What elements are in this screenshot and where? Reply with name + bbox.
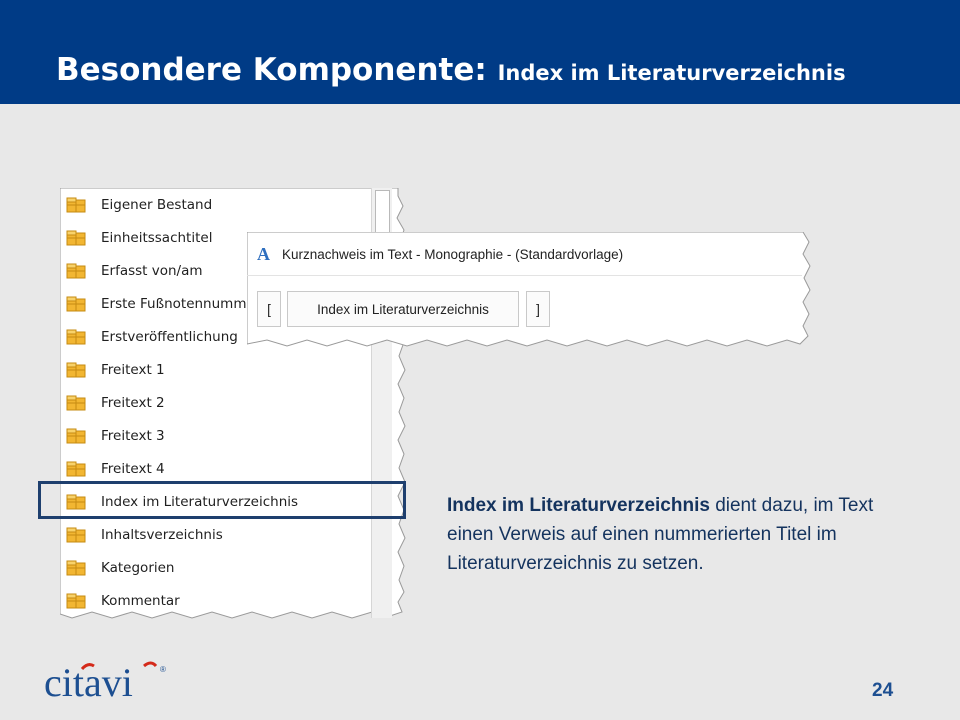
field-list-item[interactable] xyxy=(60,419,370,452)
close-bracket-token[interactable]: ] xyxy=(526,291,550,327)
field-list-item-label: Index im Literaturverzeichnis xyxy=(101,493,299,510)
logo-accent-2 xyxy=(144,663,156,666)
field-list-item-label: Einheitssachtitel xyxy=(101,229,213,246)
slide-header xyxy=(0,0,960,104)
field-group-icon xyxy=(66,395,86,411)
format-header xyxy=(257,241,623,267)
field-group-icon xyxy=(66,197,86,213)
field-list-item-label: Erste Fußnotennumm xyxy=(101,295,247,312)
open-bracket-token[interactable]: [ xyxy=(257,291,281,327)
field-list-item-label: Kommentar xyxy=(101,592,180,609)
citavi-logo xyxy=(44,660,174,708)
format-divider xyxy=(247,275,802,276)
field-group-icon xyxy=(66,527,86,543)
letter-a-icon: A xyxy=(257,243,270,264)
field-list-item-label: Kategorien xyxy=(101,559,175,576)
field-list-item-label: Freitext 3 xyxy=(101,427,165,444)
logo-text: citavi xyxy=(44,660,133,705)
title-sub: Index im Literaturverzeichnis xyxy=(497,61,846,85)
index-component-token[interactable]: Index im Literaturverzeichnis xyxy=(287,291,519,327)
field-list-item[interactable] xyxy=(60,188,370,221)
field-group-icon xyxy=(66,230,86,246)
field-group-icon xyxy=(66,362,86,378)
page-number: 24 xyxy=(872,680,894,701)
field-list-item-label: Freitext 1 xyxy=(101,361,165,378)
field-list-item-label: Freitext 2 xyxy=(101,394,165,411)
highlight-box xyxy=(38,481,406,519)
field-group-icon xyxy=(66,560,86,576)
description-rest: dient dazu, im Text einen Verweis auf einen nummerierten Titel im Literaturverzeichnis zu setzen. xyxy=(447,495,874,574)
field-list-item-label: Freitext 4 xyxy=(101,460,165,477)
field-list-item-label: Eigener Bestand xyxy=(101,196,213,213)
field-group-icon xyxy=(66,296,86,312)
field-list-item-label: Erstveröffentlichung xyxy=(101,328,238,345)
field-list-item[interactable] xyxy=(60,584,370,617)
registered-mark: ® xyxy=(160,665,166,674)
field-list-item[interactable] xyxy=(60,386,370,419)
field-list-item[interactable] xyxy=(60,551,370,584)
description-text xyxy=(447,491,877,578)
field-group-icon xyxy=(66,263,86,279)
field-group-icon xyxy=(66,428,86,444)
description-bold: Index im Literaturverzeichnis xyxy=(447,495,710,516)
field-list-item[interactable] xyxy=(60,518,370,551)
field-group-icon xyxy=(66,461,86,477)
field-group-icon xyxy=(66,329,86,345)
field-list-item-label: Erfasst von/am xyxy=(101,262,203,279)
citation-format-title: Kurznachweis im Text - Monographie - (Standardvorlage) xyxy=(282,246,624,262)
slide-title xyxy=(56,52,846,88)
field-list-item-label: Inhaltsverzeichnis xyxy=(101,526,223,543)
title-main: Besondere Komponente: xyxy=(56,52,487,88)
field-group-icon xyxy=(66,593,86,609)
citation-format-panel xyxy=(247,232,817,368)
